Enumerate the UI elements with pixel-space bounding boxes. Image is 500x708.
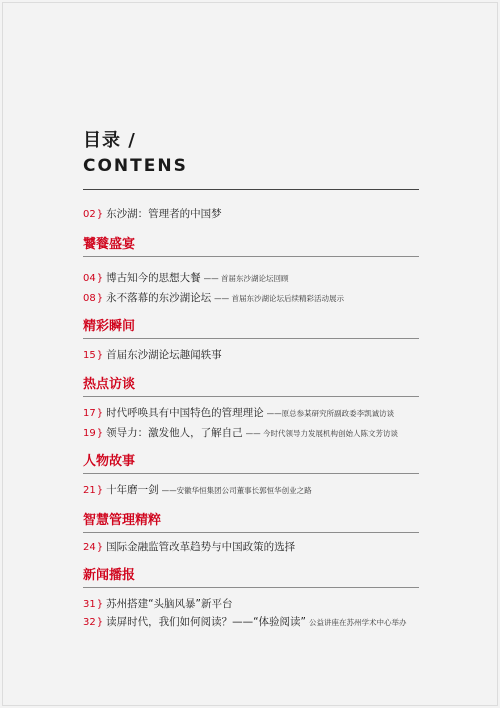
toc-title: [83, 130, 188, 177]
toc-entry[interactable]: [83, 289, 344, 306]
number-separator: }: [96, 273, 104, 284]
entry-subtitle: —— 首届东沙湖论坛后续精彩活动展示: [214, 294, 344, 303]
page-number: 21: [83, 485, 96, 496]
number-separator: }: [96, 209, 104, 220]
page-number: 08: [83, 293, 96, 304]
entry-subtitle: —— 首届东沙湖论坛回顾: [203, 274, 289, 283]
number-separator: }: [96, 293, 104, 304]
section-heading: 饕餮盛宴: [83, 237, 136, 252]
number-separator: }: [96, 408, 104, 419]
section-heading: 人物故事: [83, 454, 136, 469]
section-divider: [83, 587, 419, 588]
entry-subtitle: 公益讲座在苏州学术中心举办: [309, 618, 407, 627]
toc-entry[interactable]: [83, 481, 312, 498]
toc-entry[interactable]: [83, 269, 289, 286]
toc-entry[interactable]: [83, 404, 394, 421]
entry-subtitle: —— 今时代领导力发展机构创始人陈文芳访谈: [245, 429, 398, 438]
title-chinese: 目录 /: [83, 130, 136, 151]
page-number: 32: [83, 617, 96, 628]
section-heading: 新闻播报: [83, 568, 136, 583]
number-separator: }: [96, 617, 104, 628]
toc-entry[interactable]: [83, 613, 407, 630]
page-number: 15: [83, 350, 96, 361]
entry-title: 时代呼唤具有中国特色的管理理论: [106, 407, 264, 419]
toc-entry[interactable]: [83, 346, 222, 363]
entry-title: 首届东沙湖论坛趣闻轶事: [106, 349, 222, 361]
number-separator: }: [96, 542, 104, 553]
page-number: 19: [83, 428, 96, 439]
page-border: [2, 2, 498, 706]
section-divider: [83, 256, 419, 257]
toc-entry[interactable]: [83, 424, 398, 441]
section-heading: 精彩瞬间: [83, 319, 136, 334]
toc-entry-intro[interactable]: [83, 205, 222, 222]
toc-entry[interactable]: [83, 538, 295, 555]
entry-title: 领导力：激发他人，了解自己: [106, 427, 243, 439]
entry-subtitle: ——安徽华恒集团公司董事长郭恒华创业之路: [161, 486, 312, 495]
section-divider: [83, 473, 419, 474]
title-divider: [83, 189, 419, 190]
entry-title: 国际金融监管改革趋势与中国政策的选择: [106, 541, 296, 553]
section-divider: [83, 532, 419, 533]
page-number: 04: [83, 273, 96, 284]
entry-title: 读屏时代，我们如何阅读？——“体验阅读”: [106, 616, 306, 628]
section-heading: 智慧管理精粹: [83, 513, 162, 528]
entry-title: 苏州搭建“头脑风暴”新平台: [106, 598, 233, 610]
page-number: 17: [83, 408, 96, 419]
toc-entry[interactable]: [83, 595, 233, 612]
entry-subtitle: ——原总参某研究所副政委李凯诚访谈: [266, 409, 395, 418]
number-separator: }: [96, 350, 104, 361]
number-separator: }: [96, 485, 104, 496]
section-heading: 热点访谈: [83, 377, 136, 392]
page-number: 31: [83, 599, 96, 610]
number-separator: }: [96, 599, 104, 610]
number-separator: }: [96, 428, 104, 439]
entry-title: 永不落幕的东沙湖论坛: [106, 292, 212, 304]
section-divider: [83, 396, 419, 397]
title-english: CONTENS: [83, 156, 188, 176]
page-number: 24: [83, 542, 96, 553]
page-number: 02: [83, 209, 96, 220]
entry-title: 博古知今的思想大餐: [106, 272, 201, 284]
entry-title: 十年磨一剑: [106, 484, 159, 496]
section-divider: [83, 338, 419, 339]
entry-title: 东沙湖：管理者的中国梦: [106, 208, 222, 220]
